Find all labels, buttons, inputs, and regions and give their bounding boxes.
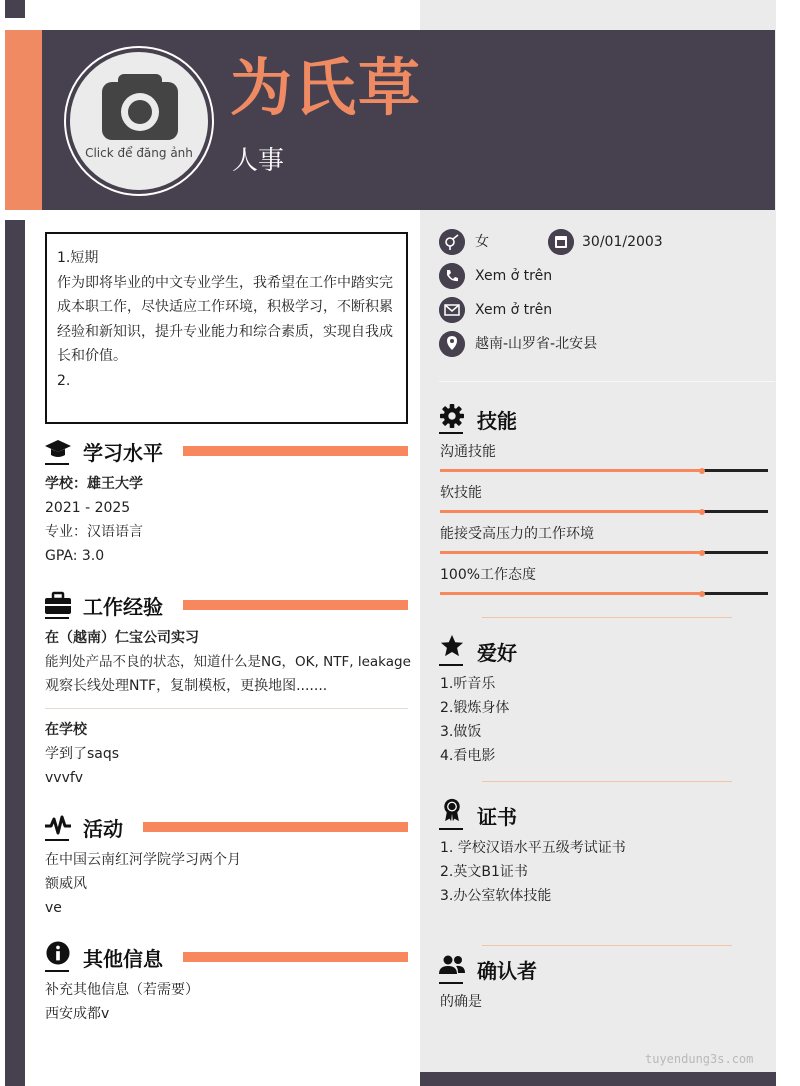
star-icon: [439, 634, 465, 658]
left-stripe: [5, 220, 25, 1086]
hobby-item[interactable]: 2.锻炼身体: [440, 700, 510, 716]
left-stripe-top: [5, 0, 25, 18]
section-bar: [183, 600, 408, 610]
experience-title[interactable]: 工作经验: [83, 595, 163, 619]
activities-title[interactable]: 活动: [83, 817, 123, 841]
skill-bar-fill: [440, 469, 702, 472]
job-description[interactable]: vvvfv: [45, 770, 84, 786]
section-underline: [45, 970, 69, 972]
skill-label[interactable]: 100%工作态度: [440, 567, 537, 583]
activity-line[interactable]: 额威风: [45, 876, 87, 892]
skill-bar[interactable]: [440, 510, 768, 513]
job-description[interactable]: 观察长线处理NTF，复制模板，更换地图.......: [45, 678, 328, 694]
certificate-item[interactable]: 3.办公室软体技能: [440, 888, 552, 904]
section-divider: [482, 617, 732, 618]
candidate-position[interactable]: 人事: [232, 146, 285, 176]
school-name[interactable]: 学校：雄王大学: [45, 476, 143, 492]
contact-divider: [439, 381, 775, 382]
other-line[interactable]: 西安成都v: [45, 1006, 110, 1022]
gender-icon: [439, 229, 465, 255]
objective-line: 1.短期: [57, 250, 99, 266]
objective-line: 作为即将毕业的中文专业学生，我希望在工作中踏实完: [57, 274, 393, 291]
gear-icon: [439, 404, 465, 428]
certificates-title[interactable]: 证书: [477, 805, 517, 829]
skill-label[interactable]: 能接受高压力的工作环境: [440, 526, 594, 542]
skill-bar-handle: [699, 550, 705, 556]
graduation-cap-icon: [45, 437, 71, 461]
job-description[interactable]: 能判处产品不良的状态，知道什么是NG，OK, NTF, leakage: [45, 654, 411, 670]
objective-line: 长和价值。: [57, 348, 127, 364]
section-underline: [439, 432, 463, 434]
skill-bar[interactable]: [440, 551, 768, 554]
award-icon: [439, 798, 465, 822]
skill-bar-fill: [440, 551, 702, 554]
job-description[interactable]: 学到了saqs: [45, 746, 120, 762]
job-title[interactable]: 在（越南）仁宝公司实习: [45, 630, 199, 646]
section-underline: [439, 664, 463, 666]
referees-title[interactable]: 确认者: [477, 959, 537, 983]
skill-label[interactable]: 沟通技能: [440, 444, 496, 460]
objective-line: 经验和新知识，提升专业能力和综合素质，实现自我成: [57, 323, 393, 340]
header-accent: [5, 30, 42, 210]
section-divider: [482, 945, 732, 946]
hobby-item[interactable]: 4.看电影: [440, 748, 496, 764]
photo-upload[interactable]: [70, 52, 208, 190]
hobbies-title[interactable]: 爱好: [477, 641, 517, 665]
section-underline: [45, 617, 69, 619]
phone-icon: [439, 263, 465, 289]
candidate-name[interactable]: 为氏草: [230, 51, 423, 124]
study-years[interactable]: 2021 - 2025: [45, 500, 131, 516]
other-title[interactable]: 其他信息: [83, 947, 163, 971]
info-icon: [45, 941, 71, 965]
objective-line: 2.: [57, 372, 71, 389]
objective-line: 成本职工作，尽快适应工作环境，积极学习，不断积累: [57, 299, 393, 315]
gpa[interactable]: GPA: 3.0: [45, 548, 105, 564]
users-icon: [439, 954, 465, 978]
section-underline: [45, 839, 69, 841]
email-value[interactable]: Xem ở trên: [475, 302, 553, 318]
other-line[interactable]: 补充其他信息（若需要）: [45, 982, 199, 998]
skill-bar-fill: [440, 510, 702, 513]
skill-bar-fill: [440, 592, 702, 595]
major[interactable]: 专业：汉语语言: [45, 524, 143, 540]
location-icon: [439, 331, 465, 357]
certificate-item[interactable]: 1. 学校汉语水平五级考试证书: [440, 840, 626, 856]
skill-bar[interactable]: [440, 592, 768, 595]
skill-bar-handle: [699, 509, 705, 515]
briefcase-icon: [45, 591, 71, 615]
hobby-item[interactable]: 1.听音乐: [440, 676, 496, 692]
entry-divider: [45, 708, 408, 709]
section-bar: [183, 952, 408, 962]
skill-bar[interactable]: [440, 469, 768, 472]
referee-text[interactable]: 的确是: [440, 994, 482, 1010]
dob-value[interactable]: 30/01/2003: [582, 234, 663, 250]
section-bar: [183, 446, 408, 456]
activity-line[interactable]: ve: [45, 900, 62, 916]
email-icon: [439, 297, 465, 323]
phone-value[interactable]: Xem ở trên: [475, 268, 553, 284]
section-divider: [482, 781, 732, 782]
section-underline: [45, 463, 69, 465]
skills-title[interactable]: 技能: [477, 409, 517, 433]
calendar-icon: [548, 229, 574, 255]
gender-value[interactable]: 女: [475, 234, 489, 250]
skill-bar-handle: [699, 468, 705, 474]
education-title[interactable]: 学习水平: [83, 441, 163, 465]
hobby-item[interactable]: 3.做饭: [440, 724, 482, 740]
watermark: tuyendung3s.com: [645, 1052, 754, 1066]
photo-label[interactable]: Click để đăng ảnh: [85, 146, 193, 160]
objective-box[interactable]: [45, 232, 408, 424]
skill-bar-handle: [699, 591, 705, 597]
section-underline: [439, 982, 463, 984]
section-bar: [143, 822, 408, 832]
job-title[interactable]: 在学校: [45, 722, 87, 738]
skill-label[interactable]: 软技能: [440, 485, 482, 501]
certificate-item[interactable]: 2.英文B1证书: [440, 864, 528, 880]
activity-line[interactable]: 在中国云南红河学院学习两个月: [45, 852, 241, 868]
camera-icon: [100, 72, 180, 142]
heartbeat-icon: [45, 813, 71, 837]
address-value[interactable]: 越南-山罗省-北安县: [475, 336, 598, 352]
bottom-bar: [420, 1072, 776, 1086]
section-underline: [439, 828, 463, 830]
